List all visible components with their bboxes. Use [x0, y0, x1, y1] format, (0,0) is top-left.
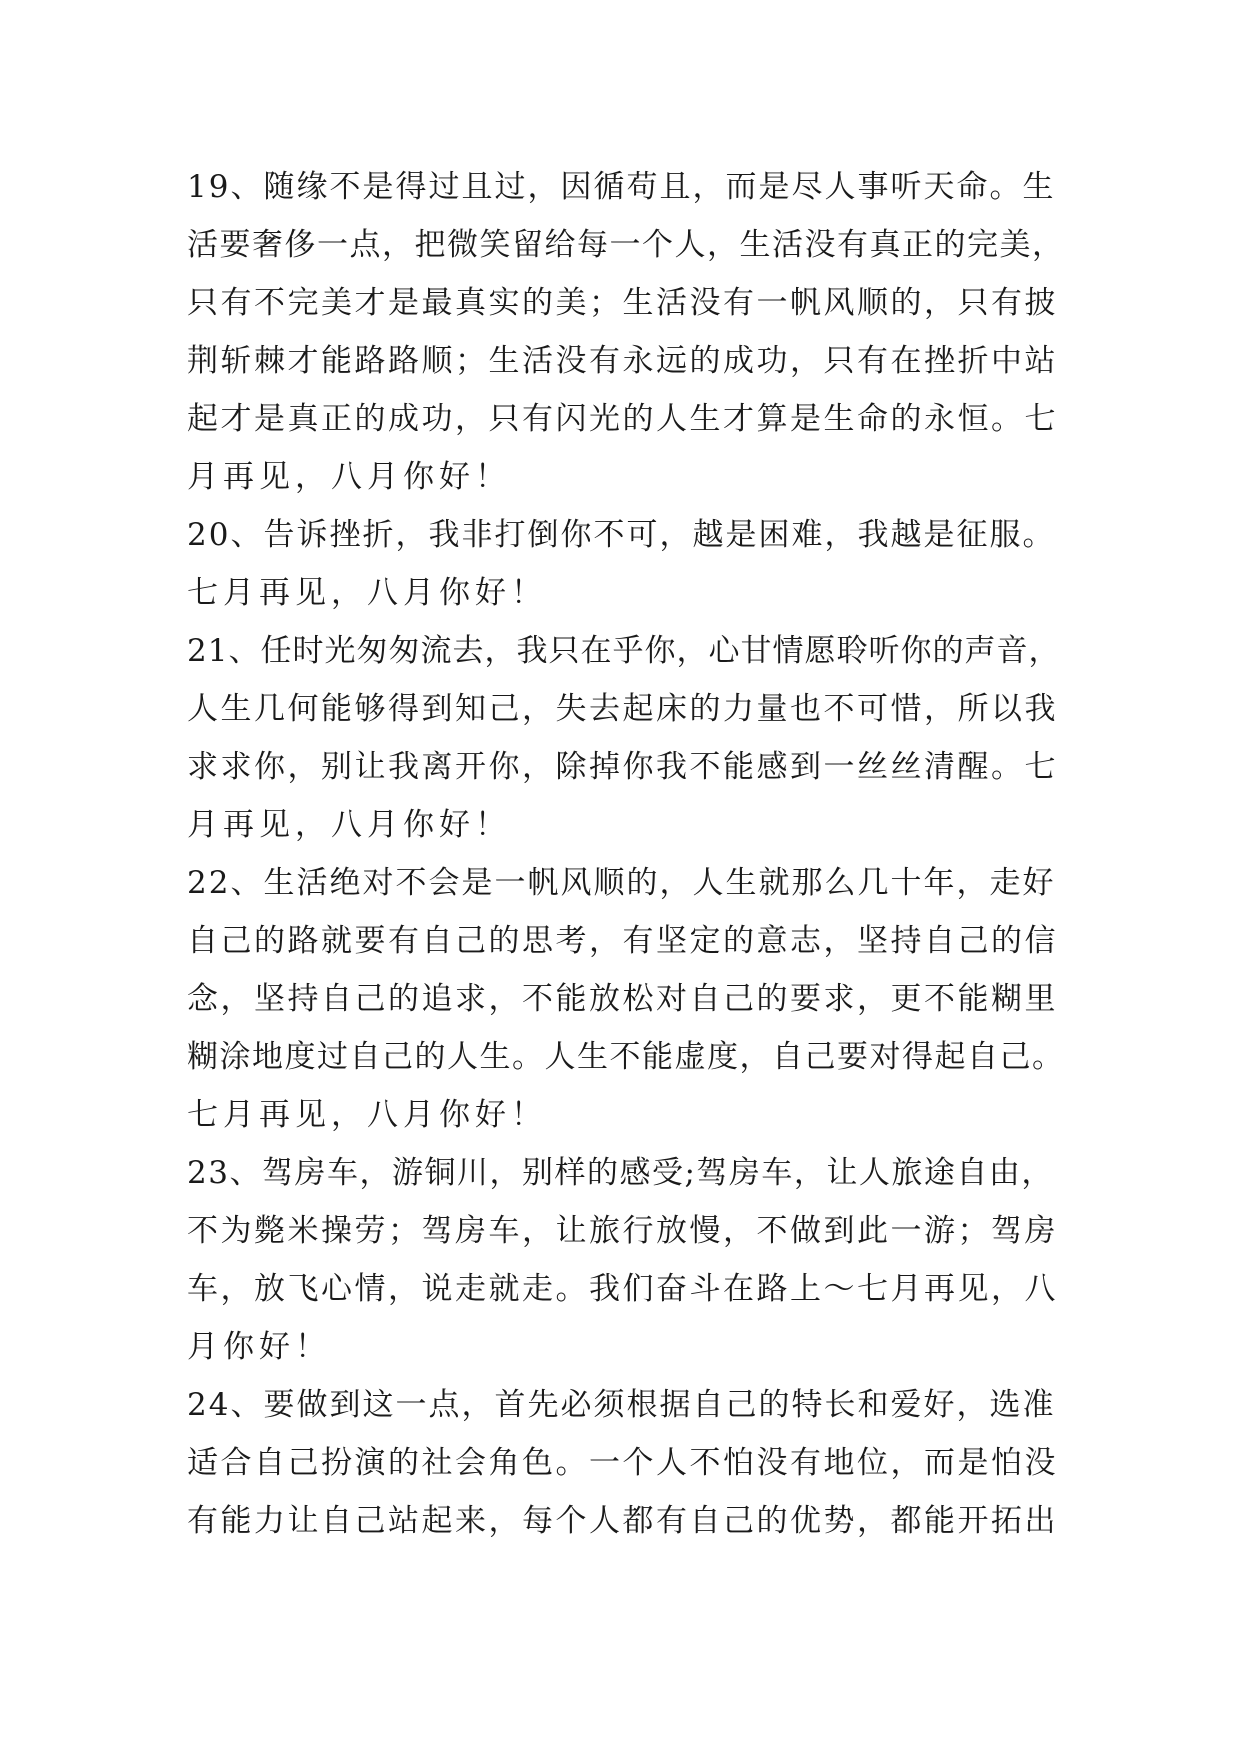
text-line: 七月再见，八月你好！	[187, 575, 547, 611]
text-line: 只有不完美才是最真实的美；生活没有一帆风顺的，只有披	[187, 285, 1058, 321]
text-line: 适合自己扮演的社会角色。一个人不怕没有地位，而是怕没	[187, 1445, 1058, 1481]
text-line: 不为斃米操劳；驾房车，让旅行放慢，不做到此一游；驾房	[187, 1213, 1058, 1249]
text-line: 22、生活绝对不会是一帆风顺的，人生就那么几十年，走好	[187, 865, 1056, 901]
text-line: 23、驾房车，游铜川，别样的感受;驾房车，让人旅途自由，	[187, 1155, 1054, 1191]
text-line: 七月再见，八月你好！	[187, 1097, 547, 1133]
text-line: 月你好！	[187, 1329, 331, 1365]
text-line: 活要奢侈一点，把微笑留给每一个人，生活没有真正的完美，	[187, 227, 1065, 263]
document-body	[187, 158, 1067, 1550]
text-line: 自己的路就要有自己的思考，有坚定的意志，坚持自己的信	[187, 923, 1058, 959]
text-line: 月再见，八月你好！	[187, 807, 511, 843]
text-line: 人生几何能够得到知己，失去起床的力量也不可惜，所以我	[187, 691, 1058, 727]
text-line: 念，坚持自己的追求，不能放松对自己的要求，更不能糊里	[187, 981, 1058, 1017]
text-line: 求求你，别让我离开你，除掉你我不能感到一丝丝清醒。七	[187, 749, 1058, 785]
text-line: 月再见，八月你好！	[187, 459, 511, 495]
text-line: 起才是真正的成功，只有闪光的人生才算是生命的永恒。七	[187, 401, 1058, 437]
text-line: 20、告诉挫折，我非打倒你不可，越是困难，我越是征服。	[187, 517, 1056, 553]
text-line: 24、要做到这一点，首先必须根据自己的特长和爱好，选准	[187, 1387, 1056, 1423]
text-line: 荆斩棘才能路路顺；生活没有永远的成功，只有在挫折中站	[187, 343, 1058, 379]
text-line: 21、任时光匆匆流去，我只在乎你，心甘情愿聆听你的声音，	[187, 633, 1061, 669]
text-line: 19、随缘不是得过且过，因循苟且，而是尽人事听天命。生	[187, 169, 1056, 205]
text-line: 糊涂地度过自己的人生。人生不能虚度，自己要对得起自己。	[187, 1039, 1065, 1075]
text-line: 有能力让自己站起来，每个人都有自己的优势，都能开拓出	[187, 1503, 1058, 1539]
text-line: 车，放飞心情，说走就走。我们奋斗在路上～七月再见，八	[187, 1271, 1058, 1307]
